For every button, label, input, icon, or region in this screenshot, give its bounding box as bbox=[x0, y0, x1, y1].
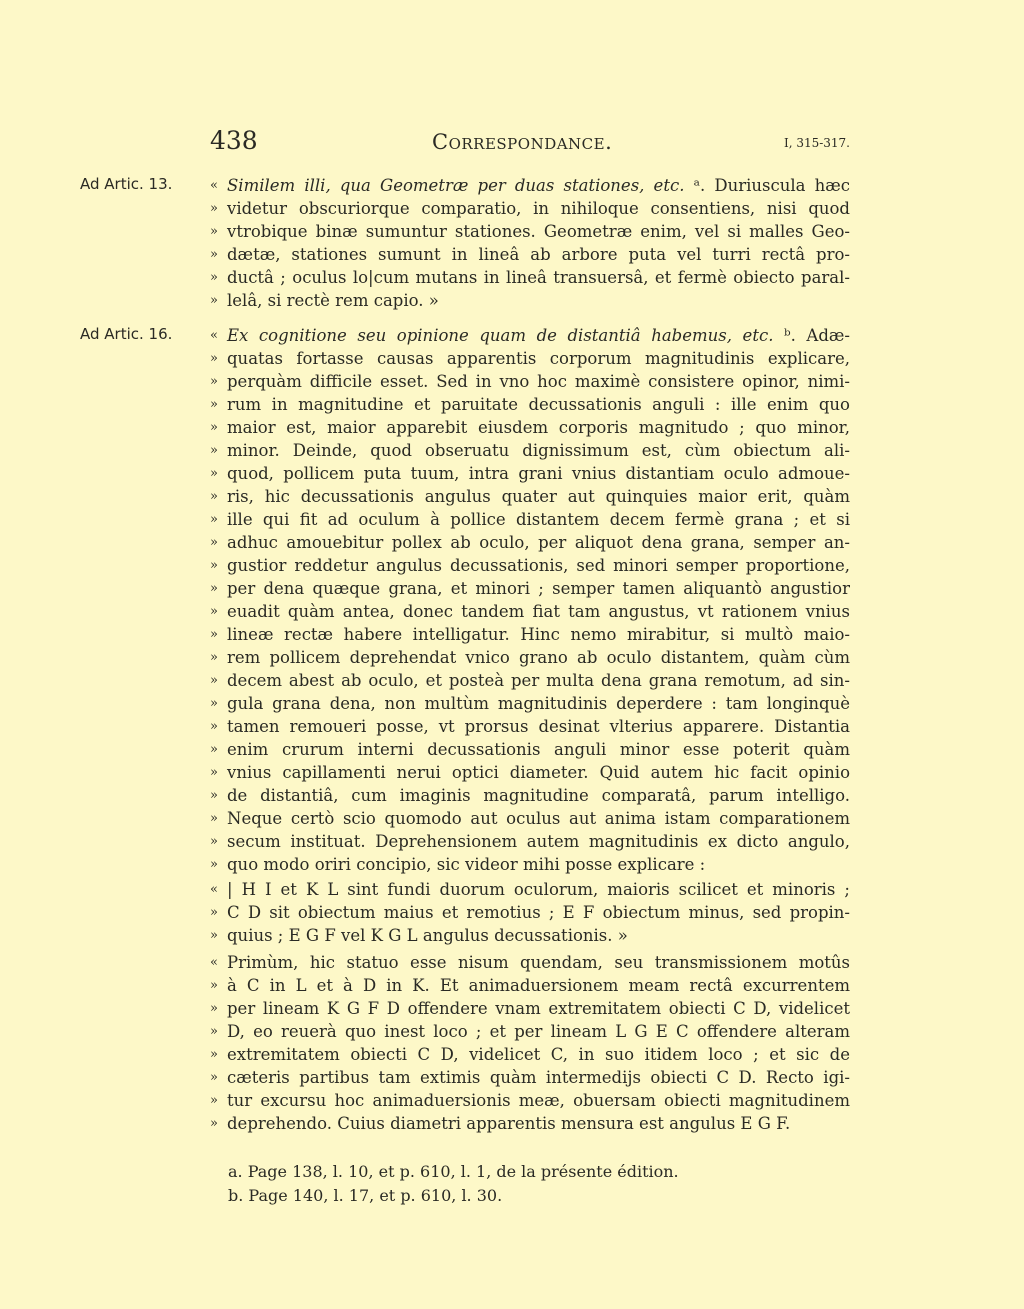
quote-mark: » bbox=[210, 201, 218, 216]
footnote-b: b. Page 140, l. 17, et p. 610, l. 30. bbox=[228, 1186, 503, 1205]
text-line bbox=[210, 1066, 850, 1089]
line-text bbox=[227, 174, 850, 197]
text-line bbox=[210, 830, 850, 853]
line-text bbox=[227, 266, 850, 289]
text-line bbox=[210, 951, 850, 974]
quote-mark: » bbox=[210, 1024, 218, 1039]
text-line bbox=[210, 174, 850, 197]
quote-mark: » bbox=[210, 374, 218, 389]
line-body: secum instituat. Deprehensionem autem magnitudinis ex dicto angulo, bbox=[227, 832, 850, 851]
text-line bbox=[210, 554, 850, 577]
text-line bbox=[210, 220, 850, 243]
line-body: à C in L et à D in K. Et animaduersionem meam rectâ excurrentem bbox=[227, 976, 850, 995]
page-number: 438 bbox=[210, 126, 258, 155]
text-line bbox=[210, 416, 850, 439]
quote-mark: » bbox=[210, 1070, 218, 1085]
quote-mark: » bbox=[210, 1047, 218, 1062]
text-line bbox=[210, 1112, 850, 1135]
text-line bbox=[210, 901, 850, 924]
quote-mark: » bbox=[210, 466, 218, 481]
text-line bbox=[210, 646, 850, 669]
line-body: euadit quàm antea, donec tandem fiat tam angustus, vt rationem vnius bbox=[227, 602, 850, 621]
quote-mark: » bbox=[210, 673, 218, 688]
line-body: ᵇ. Adæ- bbox=[773, 326, 850, 345]
line-body: minor. Deinde, quod obseruatu dignissimum est, cùm obiectum ali- bbox=[227, 441, 850, 460]
line-text bbox=[227, 1066, 850, 1089]
text-line bbox=[210, 439, 850, 462]
line-text bbox=[227, 1043, 850, 1066]
line-body: quius ; E G F vel K G L angulus decussationis. » bbox=[227, 926, 628, 945]
quote-mark: « bbox=[210, 178, 218, 193]
line-body: per lineam K G F D offendere vnam extremitatem obiecti C D, videlicet bbox=[227, 999, 850, 1018]
italic-quotation: Similem illi, qua Geometræ per duas stationes, etc. bbox=[227, 176, 685, 195]
line-body: Neque certò scio quomodo aut oculus aut anima istam comparationem bbox=[227, 809, 850, 828]
line-body: | H I et K L sint fundi duorum oculorum, maioris scilicet et minoris ; bbox=[227, 880, 850, 899]
line-body: C D sit obiectum maius et remotius ; E F obiectum minus, sed propin- bbox=[227, 903, 850, 922]
line-body: vnius capillamenti nerui optici diameter. Quid autem hic facit opinio bbox=[227, 763, 850, 782]
text-line bbox=[210, 600, 850, 623]
text-line bbox=[210, 347, 850, 370]
line-text bbox=[227, 853, 850, 876]
quote-mark: » bbox=[210, 489, 218, 504]
line-text bbox=[227, 901, 850, 924]
page-reference: I, 315-317. bbox=[783, 136, 850, 150]
line-body: de distantiâ, cum imaginis magnitudine comparatâ, parum intelligo. bbox=[227, 786, 850, 805]
line-text bbox=[227, 220, 850, 243]
quote-mark: » bbox=[210, 443, 218, 458]
text-line bbox=[210, 531, 850, 554]
footnote-a: a. Page 138, l. 10, et p. 610, l. 1, de la présente édition. bbox=[228, 1162, 679, 1181]
line-body: tamen remoueri posse, vt prorsus desinat vlterius apparere. Distantia bbox=[227, 717, 850, 736]
quote-mark: » bbox=[210, 811, 218, 826]
quote-mark: » bbox=[210, 742, 218, 757]
text-line bbox=[210, 1020, 850, 1043]
text-line bbox=[210, 924, 850, 947]
line-body: D, eo reuerà quo inest loco ; et per lineam L G E C offendere alteram bbox=[227, 1022, 850, 1041]
line-text bbox=[227, 784, 850, 807]
text-line bbox=[210, 577, 850, 600]
line-body: deprehendo. Cuius diametri apparentis mensura est angulus E G F. bbox=[227, 1114, 791, 1133]
line-text bbox=[227, 924, 850, 947]
line-body: quatas fortasse causas apparentis corporum magnitudinis explicare, bbox=[227, 349, 850, 368]
text-line bbox=[210, 393, 850, 416]
running-header bbox=[210, 126, 850, 160]
line-body: decem abest ab oculo, et posteà per multa dena grana remotum, ad sin- bbox=[227, 671, 850, 690]
line-body: ᵃ. Duriuscula hæc bbox=[684, 176, 850, 195]
line-body: maior est, maior apparebit eiusdem corporis magnitudo ; quo minor, bbox=[227, 418, 850, 437]
quote-mark: « bbox=[210, 328, 218, 343]
quote-mark: » bbox=[210, 696, 218, 711]
line-text bbox=[227, 878, 850, 901]
text-line bbox=[210, 738, 850, 761]
line-body: videtur obscuriorque comparatio, in nihiloque consentiens, nisi quod bbox=[227, 199, 850, 218]
text-line bbox=[210, 324, 850, 347]
quote-mark: » bbox=[210, 351, 218, 366]
quote-mark: » bbox=[210, 765, 218, 780]
line-text bbox=[227, 951, 850, 974]
paragraph-figure-description bbox=[210, 878, 850, 947]
text-line bbox=[210, 997, 850, 1020]
line-text bbox=[227, 462, 850, 485]
line-text bbox=[227, 577, 850, 600]
line-text bbox=[227, 197, 850, 220]
text-line bbox=[210, 266, 850, 289]
quote-mark: » bbox=[210, 905, 218, 920]
quote-mark: « bbox=[210, 955, 218, 970]
text-line bbox=[210, 761, 850, 784]
line-body: lelâ, si rectè rem capio. » bbox=[227, 291, 439, 310]
text-line bbox=[210, 784, 850, 807]
line-text bbox=[227, 997, 850, 1020]
line-text bbox=[227, 393, 850, 416]
line-text bbox=[227, 669, 850, 692]
quote-mark: » bbox=[210, 512, 218, 527]
line-text bbox=[227, 324, 850, 347]
text-line bbox=[210, 669, 850, 692]
line-text bbox=[227, 974, 850, 997]
text-line bbox=[210, 485, 850, 508]
line-text bbox=[227, 646, 850, 669]
italic-quotation: Ex cognitione seu opinione quam de distantiâ habemus, etc. bbox=[227, 326, 774, 345]
line-text bbox=[227, 600, 850, 623]
quote-mark: » bbox=[210, 558, 218, 573]
text-line bbox=[210, 974, 850, 997]
line-body: gula grana dena, non multùm magnitudinis deperdere : tam longinquè bbox=[227, 694, 850, 713]
quote-mark: » bbox=[210, 1093, 218, 1108]
quote-mark: » bbox=[210, 247, 218, 262]
quote-mark: » bbox=[210, 627, 218, 642]
quote-mark: « bbox=[210, 882, 218, 897]
margin-note-article-16: Ad Artic. 16. bbox=[80, 325, 173, 343]
line-body: rum in magnitudine et paruitate decussationis anguli : ille enim quo bbox=[227, 395, 850, 414]
line-body: lineæ rectæ habere intelligatur. Hinc nemo mirabitur, si multò maio- bbox=[227, 625, 850, 644]
line-body: tur excursu hoc animaduersionis meæ, obuersam obiecti magnitudinem bbox=[227, 1091, 850, 1110]
line-text bbox=[227, 416, 850, 439]
line-text bbox=[227, 1112, 850, 1135]
line-text bbox=[227, 761, 850, 784]
text-line bbox=[210, 1089, 850, 1112]
quote-mark: » bbox=[210, 1116, 218, 1131]
quote-mark: » bbox=[210, 535, 218, 550]
quote-mark: » bbox=[210, 293, 218, 308]
running-title: Correspondance. bbox=[432, 130, 613, 154]
line-text bbox=[227, 439, 850, 462]
line-text bbox=[227, 347, 850, 370]
line-body: ille qui fit ad oculum à pollice distantem decem fermè grana ; et si bbox=[227, 510, 850, 529]
text-line bbox=[210, 878, 850, 901]
quote-mark: » bbox=[210, 719, 218, 734]
line-text bbox=[227, 738, 850, 761]
line-body: perquàm difficile esset. Sed in vno hoc maximè consistere opinor, nimi- bbox=[227, 372, 850, 391]
quote-mark: » bbox=[210, 650, 218, 665]
quote-mark: » bbox=[210, 397, 218, 412]
text-line bbox=[210, 243, 850, 266]
line-text bbox=[227, 1020, 850, 1043]
text-line bbox=[210, 853, 850, 876]
quote-mark: » bbox=[210, 834, 218, 849]
line-body: ris, hic decussationis angulus quater aut quinquies maior erit, quàm bbox=[227, 487, 850, 506]
quote-mark: » bbox=[210, 788, 218, 803]
paragraph-explanation bbox=[210, 951, 850, 1135]
line-body: per dena quæque grana, et minori ; semper tamen aliquantò angustior bbox=[227, 579, 850, 598]
line-text bbox=[227, 370, 850, 393]
line-text bbox=[227, 508, 850, 531]
line-text bbox=[227, 485, 850, 508]
quote-mark: » bbox=[210, 928, 218, 943]
text-line bbox=[210, 692, 850, 715]
quote-mark: » bbox=[210, 978, 218, 993]
text-line bbox=[210, 1043, 850, 1066]
line-body: enim crurum interni decussationis anguli minor esse poterit quàm bbox=[227, 740, 850, 759]
line-body: extremitatem obiecti C D, videlicet C, in suo itidem loco ; et sic de bbox=[227, 1045, 850, 1064]
text-line bbox=[210, 462, 850, 485]
quote-mark: » bbox=[210, 581, 218, 596]
line-body: vtrobique binæ sumuntur stationes. Geometræ enim, vel si malles Geo- bbox=[227, 222, 850, 241]
line-text bbox=[227, 623, 850, 646]
quote-mark: » bbox=[210, 224, 218, 239]
text-line bbox=[210, 623, 850, 646]
footnotes bbox=[228, 1160, 848, 1208]
text-line bbox=[210, 807, 850, 830]
paragraph-article-13 bbox=[210, 174, 850, 312]
line-text bbox=[227, 1089, 850, 1112]
text-line bbox=[210, 197, 850, 220]
quote-mark: » bbox=[210, 1001, 218, 1016]
quote-mark: » bbox=[210, 857, 218, 872]
text-line bbox=[210, 508, 850, 531]
line-body: gustior reddetur angulus decussationis, sed minori semper proportione, bbox=[227, 556, 850, 575]
line-text bbox=[227, 289, 850, 312]
line-text bbox=[227, 243, 850, 266]
line-body: rem pollicem deprehendat vnico grano ab oculo distantem, quàm cùm bbox=[227, 648, 850, 667]
line-text bbox=[227, 554, 850, 577]
line-text bbox=[227, 531, 850, 554]
line-body: adhuc amouebitur pollex ab oculo, per aliquot dena grana, semper an- bbox=[227, 533, 850, 552]
paragraph-article-16 bbox=[210, 324, 850, 876]
quote-mark: » bbox=[210, 270, 218, 285]
line-body: quo modo oriri concipio, sic videor mihi posse explicare : bbox=[227, 855, 706, 874]
line-text bbox=[227, 692, 850, 715]
line-body: Primùm, hic statuo esse nisum quendam, seu transmissionem motûs bbox=[227, 953, 850, 972]
text-line bbox=[210, 715, 850, 738]
line-body: cæteris partibus tam extimis quàm intermedijs obiecti C D. Recto igi- bbox=[227, 1068, 850, 1087]
quote-mark: » bbox=[210, 604, 218, 619]
margin-note-article-13: Ad Artic. 13. bbox=[80, 175, 173, 193]
line-body: dætæ, stationes sumunt in lineâ ab arbore puta vel turri rectâ pro- bbox=[227, 245, 850, 264]
text-line bbox=[210, 289, 850, 312]
line-body: ductâ ; oculus lo|cum mutans in lineâ transuersâ, et fermè obiecto paral- bbox=[227, 268, 850, 287]
line-text bbox=[227, 715, 850, 738]
quote-mark: » bbox=[210, 420, 218, 435]
line-text bbox=[227, 807, 850, 830]
text-line bbox=[210, 370, 850, 393]
line-text bbox=[227, 830, 850, 853]
line-body: quod, pollicem puta tuum, intra grani vnius distantiam oculo admoue- bbox=[227, 464, 850, 483]
